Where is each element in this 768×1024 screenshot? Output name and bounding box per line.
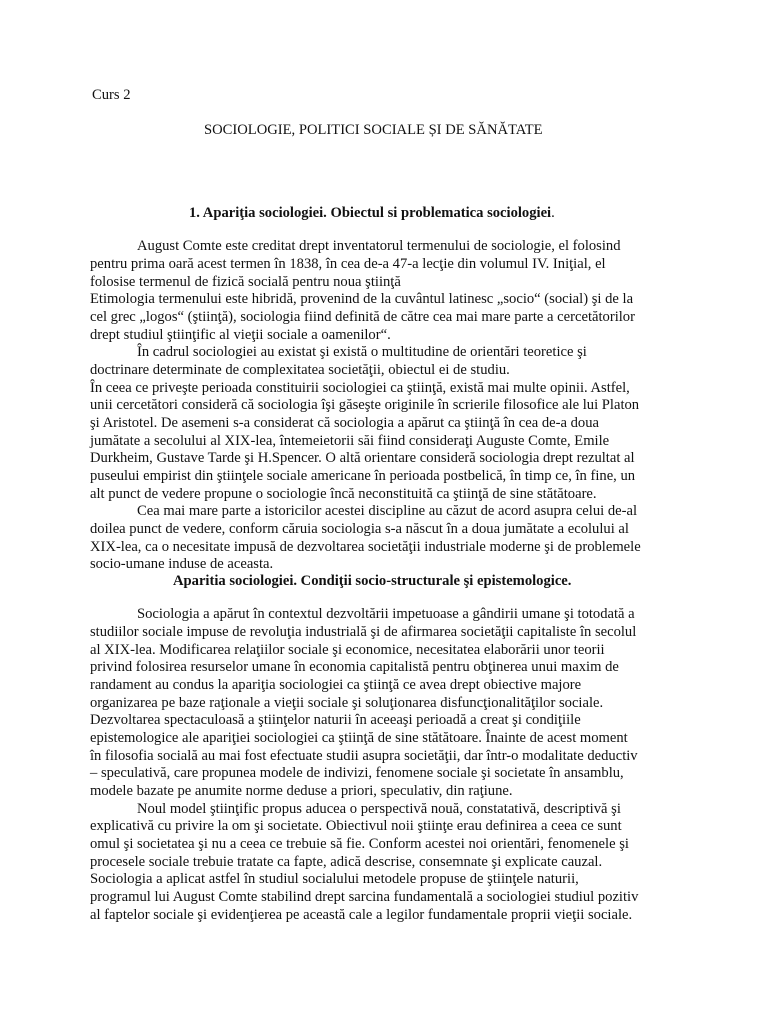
paragraph-line: omul şi societatea şi nu a ceea ce trebuie să fie. Conform acestei noi orientări, fenomenele şi [90, 836, 629, 852]
paragraph-line: – speculativă, care propunea modele de indivizi, fenomene sociale şi societate în ansamblu, [90, 765, 624, 781]
paragraph-line: Durkheim, Gustave Tarde şi H.Spencer. O altă orientare consideră sociologia drept rezultat al [90, 450, 635, 466]
section-heading: Aparitia sociologiei. Condiţii socio-structurale şi epistemologice. [173, 573, 572, 589]
paragraph-line: al XIX-lea. Modificarea relaţiilor sociale şi economice, necesitatea elaborării unor teorii [90, 642, 605, 658]
paragraph-line: explicativă cu privire la om şi societate. Obiectivul noii ştiinţe erau definirea a ceea ce sunt [90, 818, 622, 834]
paragraph-line: În cadrul sociologiei au existat şi există o multitudine de orientări teoretice şi [137, 344, 587, 360]
paragraph-line: randament au condus la apariţia sociologiei ca ştiinţă ce avea drept obiective majore [90, 677, 582, 693]
paragraph-line: folosise termenul de fizică socială pentru noua ştiinţă [90, 274, 401, 290]
section-heading-tail: . [551, 205, 555, 221]
paragraph-line: doilea punct de vedere, conform căruia sociologia s-a născut în a doua jumătate a ecolului al [90, 521, 629, 537]
paragraph-line: cel grec „logos“ (ştiinţă), sociologia fiind definită de către cea mai mare parte a cercetătorilor [90, 309, 635, 325]
paragraph-line: jumătate a secolului al XIX-lea, întemeietorii săi fiind consideraţi Auguste Comte, Emile [90, 433, 610, 449]
paragraph-line: Sociologia a apărut în contextul dezvoltării impetuoase a gândirii umane şi totodată a [137, 606, 635, 622]
paragraph-line: şi Aristotel. De asemeni s-a considerat că sociologia a apărut ca ştiinţă în cea de-a doua [90, 415, 599, 431]
paragraph-line: Noul model ştiinţific propus aducea o perspectivă nouă, constatativă, descriptivă şi [137, 801, 621, 817]
paragraph-line: Cea mai mare parte a istoricilor acestei discipline au căzut de acord asupra celui de-al [137, 503, 637, 519]
paragraph-line: Sociologia a aplicat astfel în studiul socialului metodele propuse de ştiinţele naturii, [90, 871, 579, 887]
paragraph-line: drept studiul ştiinţific al vieţii sociale a oamenilor“. [90, 327, 391, 343]
paragraph-line: privind folosirea resurselor umane în economia capitalistă pentru obţinerea unui maxim de [90, 659, 619, 675]
paragraph-line: programul lui August Comte stabilind drept sarcina fundamentală a sociologiei studiul pozitiv [90, 889, 639, 905]
paragraph-line: alt punct de vedere propune o sociologie încă neconstituită ca ştiinţă de sine stătătoare. [90, 486, 597, 502]
paragraph-line: organizarea pe baze raţionale a vieţii sociale şi soluţionarea disfuncţionalităţilor sociale. [90, 695, 604, 711]
paragraph-line: în filosofia socială au mai fost efectuate studii asupra societăţii, dar într-o modalitate deductiv [90, 748, 638, 764]
section-heading [189, 204, 555, 222]
paragraph-line: Etimologia termenului este hibridă, provenind de la cuvântul latinesc „socio“ (social) şi de la [90, 291, 634, 307]
paragraph-line: procesele sociale trebuie tratate ca fapte, adică descrise, consemnate şi explicate cauzal. [90, 854, 603, 870]
paragraph-line: XIX-lea, ca o necesitate impusă de dezvoltarea societăţii industriale moderne şi de problemele [90, 539, 641, 555]
paragraph-line: unii cercetători consideră că sociologia îşi găseşte originile în scrierile filosofice ale lui Platon [90, 397, 640, 413]
paragraph-line: puseului empirist din ştiinţele sociale americane în perioada postbelică, în timp ce, în fine, un [90, 468, 636, 484]
paragraph-line: Dezvoltarea spectaculoasă a ştiinţelor naturii în aceeaşi perioadă a creat şi condiţiile [90, 712, 581, 728]
paragraph-line: pentru prima oară acest termen în 1838, în cea de-a 47-a lecţie din volumul IV. Iniţial, el [90, 256, 606, 272]
paragraph-line: În ceea ce priveşte perioada constituirii sociologiei ca ştiinţă, există mai multe opinii. Astfel, [90, 380, 630, 396]
paragraph-line: studiilor sociale impuse de revoluţia industrială şi de afirmarea societăţii capitaliste în secolul [90, 624, 637, 640]
document-title: SOCIOLOGIE, POLITICI SOCIALE ȘI DE SĂNĂTATE [204, 122, 543, 138]
course-label: Curs 2 [92, 87, 131, 103]
paragraph-line: epistemologice ale apariţiei sociologiei ca ştiinţă de sine stătătoare. Înainte de acest moment [90, 730, 628, 746]
paragraph-line: modele bazate pe anumite norme deduse a priori, speculativ, din raţiune. [90, 783, 513, 799]
paragraph-line: August Comte este creditat drept inventatorul termenului de sociologie, el folosind [137, 238, 621, 254]
section-heading-text: 1. Apariţia sociologiei. Obiectul si problematica sociologiei [189, 205, 552, 221]
paragraph-line: al faptelor sociale şi evidenţierea pe această cale a legilor fundamentale proprii vieţii sociale. [90, 907, 633, 923]
paragraph-line: socio-umane induse de aceasta. [90, 556, 274, 572]
paragraph-line: doctrinare determinate de complexitatea societăţii, obiectul ei de studiu. [90, 362, 510, 378]
